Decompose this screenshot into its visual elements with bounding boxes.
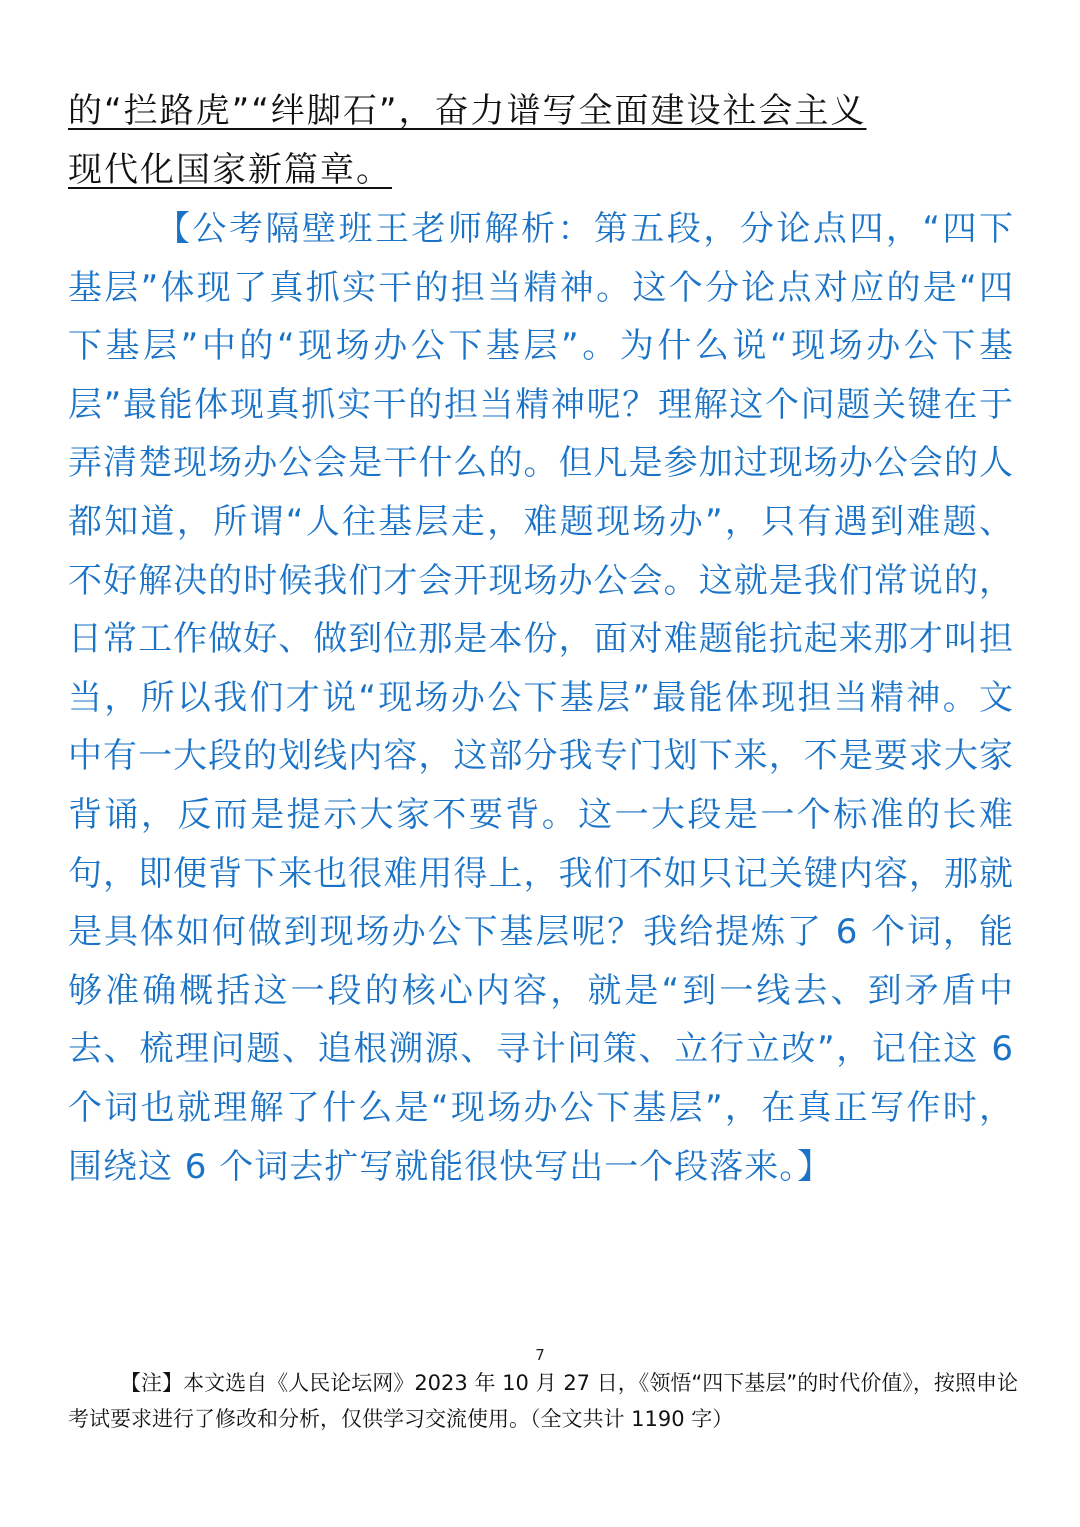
underlined-line-1-text: 的“拦路虎”“绊脚石”，奋力谱写全面建设社会主义 [68,91,867,131]
underlined-line-1 [68,82,1014,141]
page-number: 7 [535,1346,545,1364]
underlined-line-2 [68,141,1014,200]
source-note: 【注】本文选自《人民论坛网》2023 年 10 月 27 日，《领悟“四下基层”的时代价值》，按照申论考试要求进行了修改和分析，仅供学习交流使用。（全文共计 1190 字） [68,1371,1018,1431]
underlined-passage [68,82,1014,200]
underlined-line-2-text: 现代化国家新篇章。 [68,150,392,190]
analysis-paragraph: 【公考隔壁班王老师解析：第五段，分论点四，“四下基层”体现了真抓实干的担当精神。这个分论点对应的是“四下基层”中的“现场办公下基层”。为什么说“现场办公下基层”最能体现真抓实干的担当精神呢？理解这个问题关键在于弄清楚现场办公会是干什么的。但凡是参加过现场办公会的人都知道，所谓“人往基层走，难题现场办”，只有遇到难题、不好解决的时候我们才会开现场办公会。这就是我们常说的，日常工作做好、做到位那是本份，面对难题能抗起来那才叫担当，所以我们才说“现场办公下基层”最能体现担当精神。文中有一大段的划线内容，这部分我专门划下来，不是要求大家背诵，反而是提示大家不要背。这一大段是一个标准的长难句，即便背下来也很难用得上，我们不如只记关键内容，那就是具体如何做到现场办公下基层呢？我给提炼了 6 个词，能够准确概括这一段的核心内容，就是“到一线去、到矛盾中去、梳理问题、追根溯源、寻计问策、立行立改”，记住这 6 个词也就理解了什么是“现场办公下基层”，在真正写作时，围绕这 6 个词去扩写就能很快写出一个段落来。】 [68,209,1014,1187]
